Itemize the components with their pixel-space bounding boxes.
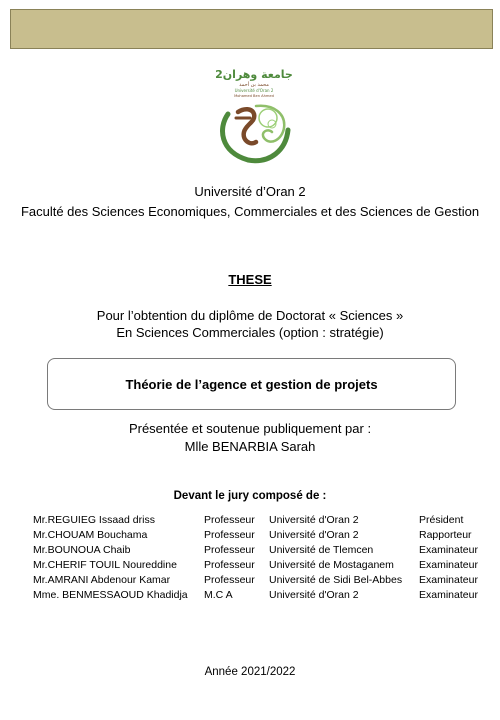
jury-table [33,513,489,603]
jury-member-name: Mr.AMRANI Abdenour Kamar [33,574,171,586]
jury-row [33,573,489,588]
jury-member-institution: Université d'Oran 2 [269,529,359,541]
jury-member-role: Examinateur [419,574,478,586]
jury-member-role: Examinateur [419,589,478,601]
jury-member-institution: Université de Sidi Bel-Abbes [269,574,403,586]
thesis-title-box [47,358,456,410]
jury-member-role: Rapporteur [419,529,472,541]
candidate-name: Mlle BENARBIA Sarah [184,439,316,454]
jury-row [33,528,489,543]
header-band [10,9,493,49]
thesis-specialty: En Sciences Commerciales (option : stratégie) [116,325,384,340]
jury-member-grade: Professeur [204,574,255,586]
jury-member-name: Mr.CHOUAM Bouchama [33,529,148,541]
jury-row [33,558,489,573]
logo-arabic-sub: محمد بن أحمد [239,82,269,88]
jury-member-grade: M.C A [204,589,233,601]
logo-latin-line1: Université d'Oran 2 [234,88,274,93]
jury-member-institution: Université d'Oran 2 [269,514,359,526]
university-emblem-icon [210,66,296,164]
jury-member-role: Président [419,514,464,526]
academic-year: Année 2021/2022 [204,666,296,678]
jury-member-grade: Professeur [204,529,255,541]
jury-member-role: Examinateur [419,544,478,556]
thesis-purpose: Pour l’obtention du diplôme de Doctorat « Sciences » [96,308,404,323]
jury-member-name: Mr.CHERIF TOUIL Noureddine [33,559,177,571]
jury-heading: Devant le jury composé de : [173,490,327,502]
presented-by-label: Présentée et soutenue publiquement par : [128,421,372,436]
jury-row [33,543,489,558]
university-name: Université d’Oran 2 [194,184,306,199]
jury-row [33,588,489,603]
jury-member-grade: Professeur [204,544,255,556]
logo-latin-line2: Mohamed Ben Ahmed [234,94,274,98]
jury-member-role: Examinateur [419,559,478,571]
jury-member-grade: Professeur [204,514,255,526]
jury-member-institution: Université de Tlemcen [269,544,374,556]
jury-member-name: Mr.REGUIEG Issaad driss [33,514,155,526]
faculty-name: Faculté des Sciences Economiques, Commerciales et des Sciences de Gestion [20,204,480,219]
logo-arabic-name: جامعة وهران2 [215,68,293,81]
thesis-title: Théorie de l’agence et gestion de projets [125,376,378,392]
jury-member-institution: Université de Mostaganem [269,559,394,571]
jury-member-grade: Professeur [204,559,255,571]
jury-member-name: Mme. BENMESSAOUD Khadidja [33,589,188,601]
jury-member-name: Mr.BOUNOUA Chaib [33,544,131,556]
jury-row [33,513,489,528]
jury-member-institution: Université d'Oran 2 [269,589,359,601]
thesis-heading: THESE [228,272,272,287]
